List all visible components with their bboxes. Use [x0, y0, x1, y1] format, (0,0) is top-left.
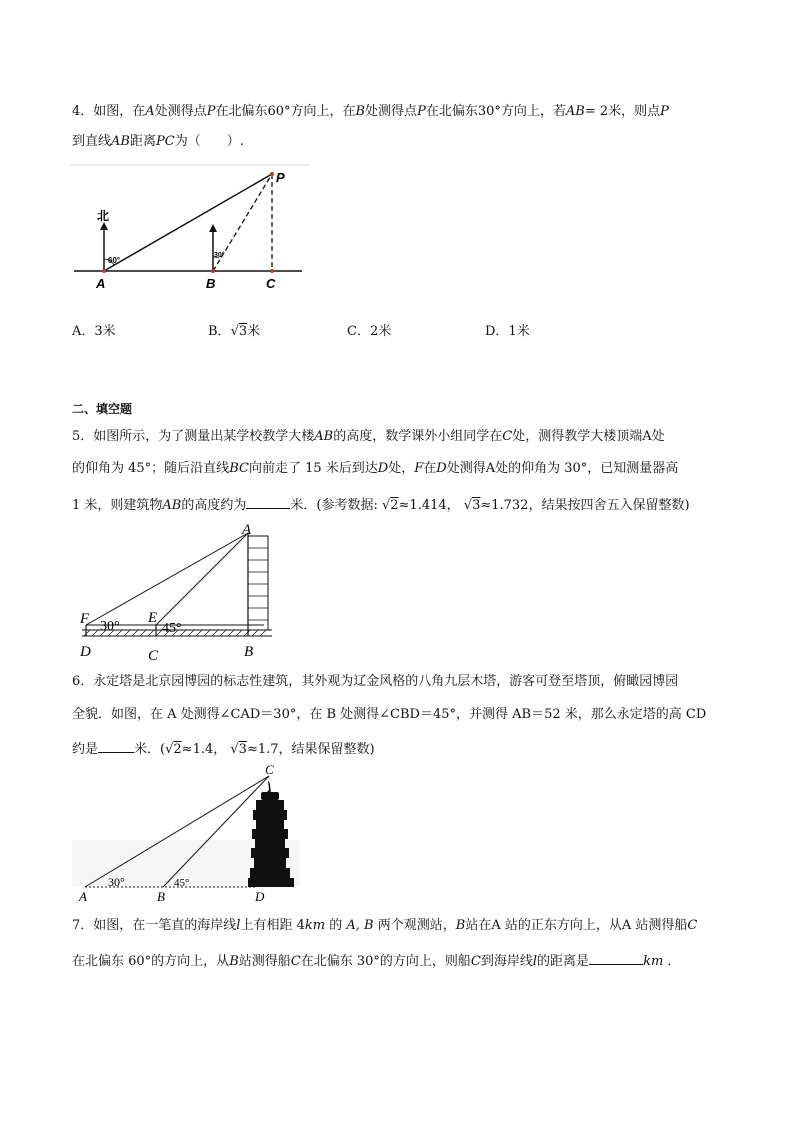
text: 的 — [329, 918, 343, 933]
north-label: 北 — [97, 209, 110, 223]
point-c — [270, 269, 274, 273]
radicand: 3 — [238, 324, 248, 339]
building — [248, 536, 268, 630]
q4-line-2 — [72, 133, 244, 151]
var-l: l — [236, 918, 241, 933]
text: 向前走了 15 米后到达 — [248, 461, 378, 476]
var-bc: BC — [229, 461, 249, 476]
text: 处测得A处的仰角为 30°，已知测量器高 — [446, 461, 679, 476]
line-ea — [156, 533, 248, 625]
q6-line-1: 6．永定塔是北京园博园的标志性建筑，其外观为辽金风格的八角九层木塔，游客可登至塔顶，俯瞰园博园 — [72, 674, 679, 689]
text: 处，测得教学大楼顶端A处 — [512, 429, 665, 444]
angle-30-label: 30° — [214, 252, 225, 259]
text: 约是 — [72, 742, 99, 757]
text: ≈1.4， — [181, 742, 227, 757]
q4-option-c: C．2米 — [347, 324, 392, 339]
var-c: C — [687, 918, 698, 933]
var-l: l — [532, 954, 538, 969]
var-d: D — [436, 461, 447, 476]
var-pc: PC — [155, 134, 175, 149]
text: 到直线 — [72, 134, 112, 149]
text: 在北偏东 60°的方向上，从 — [72, 954, 230, 969]
text: 米．( — [134, 742, 166, 757]
radicand: 2 — [173, 742, 182, 757]
q4-option-d: D．1米 — [485, 324, 530, 339]
q4-line-1 — [72, 103, 669, 121]
text: ≈1.732，结果按四舍五入保留整数) — [480, 498, 690, 513]
q5-line-2 — [72, 460, 678, 478]
answer-blank[interactable] — [98, 738, 134, 753]
var-a: A — [145, 104, 155, 119]
label-b: B — [206, 276, 216, 291]
text: 7．如图，在一笔直的海岸线 — [72, 918, 237, 933]
q6-figure — [72, 762, 302, 904]
label-a: A — [79, 889, 87, 904]
var-f: F — [414, 461, 424, 476]
var-d: D — [377, 461, 389, 476]
text: 为（ ）. — [174, 134, 244, 149]
var-c: C — [470, 954, 481, 969]
north-arrowhead-icon — [100, 222, 108, 230]
text: B． — [208, 324, 231, 339]
label-c: C — [148, 648, 159, 664]
point-p — [270, 172, 274, 176]
label-e: E — [148, 610, 158, 626]
text: 到海岸线 — [480, 954, 533, 969]
text: 的距离是 — [537, 954, 590, 969]
var-c: C — [290, 954, 301, 969]
point-a — [102, 269, 106, 273]
text: 5．如图所示，为了测量出某学校教学大楼 — [72, 429, 315, 444]
text: 米 — [247, 324, 261, 339]
var-p: P — [417, 104, 426, 119]
text: 处测得点 — [365, 104, 418, 119]
answer-blank[interactable] — [246, 494, 290, 509]
label-b: B — [244, 644, 254, 660]
text: 的高度约为 — [181, 498, 247, 513]
text: 在 — [423, 461, 437, 476]
answer-blank[interactable] — [589, 950, 643, 965]
q5-line-1 — [72, 428, 665, 446]
label-b: B — [157, 889, 165, 904]
text: 处， — [388, 461, 415, 476]
text: 站在A 站的正东方向上，从A 站测得船 — [465, 918, 688, 933]
label-c: C — [266, 276, 276, 291]
label-p: P — [276, 170, 285, 185]
unit-km: km — [643, 954, 664, 969]
line-ap — [104, 174, 272, 271]
text: 站测得船 — [238, 954, 291, 969]
text: 在北偏东 30°的方向上，则船 — [300, 954, 471, 969]
point-b — [211, 269, 215, 273]
text: 处测得点 — [154, 104, 207, 119]
text: 在北偏东30°方向上，若 — [425, 104, 566, 119]
text: 米．(参考数据: — [290, 498, 378, 513]
angle-45-label: 45° — [174, 877, 190, 889]
q6-line-3: 约是 米．(√2≈1.4， √3≈1.7，结果保留整数) — [72, 738, 375, 759]
var-ab: AB — [565, 104, 585, 119]
angle-45-label: 45° — [162, 621, 182, 636]
radicand: 2 — [390, 498, 399, 513]
q7-line-2 — [72, 950, 680, 971]
text: 1 米，则建筑物 — [72, 498, 163, 513]
label-a: A — [242, 522, 252, 538]
text: ≈1.7，结果保留整数) — [246, 742, 375, 757]
q5-line-3: 1 米，则建筑物AB的高度约为 米．(参考数据: √2≈1.414， √3≈1.732，结果按四舍五入保留整数) — [72, 494, 690, 515]
angle-30-label: 30° — [100, 619, 120, 634]
label-c: C — [265, 762, 274, 777]
label-f: F — [80, 611, 90, 627]
var-ab: AB — [111, 134, 130, 149]
var-p: P — [660, 104, 669, 119]
q5-figure — [74, 522, 284, 664]
label-d: D — [255, 889, 265, 904]
text: ． — [667, 954, 681, 969]
var-ab: AB — [162, 498, 182, 513]
var-b: B — [355, 104, 366, 119]
var-b: B — [455, 918, 466, 933]
pagoda-silhouette — [248, 780, 294, 887]
text: 距离 — [129, 134, 156, 149]
q7-line-1 — [72, 917, 697, 935]
text: ≈1.414， — [398, 498, 460, 513]
angle-60-label: 60° — [108, 256, 121, 265]
var-ab: AB — [314, 429, 334, 444]
north-arrowhead-icon — [209, 224, 217, 232]
label-a: A — [96, 276, 106, 291]
radicand: 3 — [238, 742, 247, 757]
q4-option-b: B．√3米 — [208, 324, 261, 339]
unit-km: km — [304, 918, 326, 933]
text: 两个观测站， — [377, 918, 456, 933]
var-c: C — [502, 429, 513, 444]
line-fa — [86, 533, 248, 625]
text: 的仰角为 45°；随后沿直线 — [72, 461, 230, 476]
text: 的高度，数学课外小组同学在 — [333, 429, 503, 444]
angle-30-label: 30° — [108, 875, 125, 889]
q6-line-2: 全貌．如图，在 A 处测得∠CAD＝30°，在 B 处测得∠CBD＝45°，并测得 AB＝52 米，那么永定塔的高 CD — [72, 707, 707, 722]
var-b: B — [229, 954, 239, 969]
label-d: D — [80, 644, 91, 660]
var-ab: A, B — [346, 918, 374, 933]
text: 在北偏东60°方向上，在 — [215, 104, 356, 119]
text: = 2米，则点 — [584, 104, 661, 119]
var-p: P — [206, 104, 216, 119]
q4-option-a: A．3米 — [72, 324, 116, 339]
q4-figure — [70, 162, 315, 292]
radicand: 3 — [472, 498, 481, 513]
text: 上有相距 4 — [240, 918, 305, 933]
section-title: 二、填空题 — [72, 402, 133, 416]
text: 4．如图，在 — [72, 104, 146, 119]
